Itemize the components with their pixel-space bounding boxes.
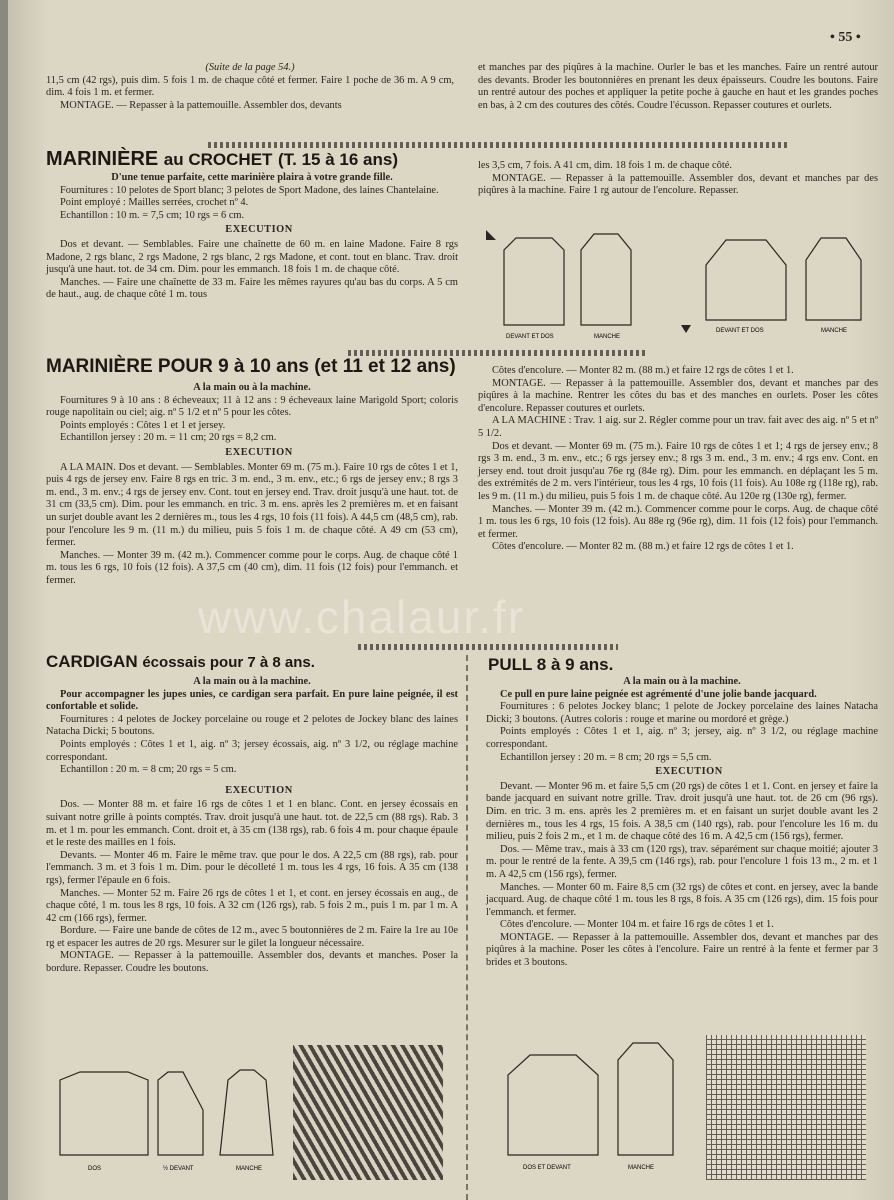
label-devant-dos: DEVANT ET DOS [506,334,554,340]
point: Point employé : Mailles serrées, crochet nº 4. [60,197,249,209]
manche-shape [581,234,631,325]
dos-machine: Dos et devant. — Monter 69 m. (75 m.). Faire 10 rgs de côtes 1 et 1; 4 rgs de jersey env.; 8 rgs 3 m. end., 3 m. env., etc.; 6 rgs jersey env.; 8 rgs 3 m. end., 3 m. env.; 4 rgs env. Cont. en jersey end. tout droit jusqu'au 76e rg (84e rg). Dim. pour les emmanch. en déplaçant les 5 m. des extrémités de 2 m. vers l'intérieur, tous les 4 rgs, 10 fois (11 fois). Au 108e rg (118e rg), rab. les 9 m. (11 m.) du milieu, puis 5 fois 1 m. de chaque côté. Au 120e rg (130e rg), fermer. [478,440,878,502]
montage: MONTAGE. — Repasser à la pattemouille. Assembler dos, devant et manches par des piqûres à la machine. Faire 1 rg autour de l'encolure. Repasser. [478,172,878,197]
mariniere-crochet-right [478,160,878,198]
montage: MONTAGE. — Repasser à la pattemouille. Assembler dos, devants et manches. Poser la bordure. Repasser. Coudre les boutons. [46,950,458,975]
echantillon: Echantillon : 20 m. = 8 cm; 20 rgs = 5 cm. [60,764,237,776]
points: Points employés : Côtes 1 et 1 et jersey. [60,419,226,431]
title-part-a: CARDIGAN [46,652,138,671]
label-manche: MANCHE [594,334,621,340]
continuation-left [46,62,454,112]
devant: Devant. — Monter 96 m. et faire 5,5 cm (20 rgs) de côtes 1 et 1. Cont. en jersey et faire la bande jacquard en suivant notre grille. Trav. droit jusqu'à une haut. tot. de 26 cm (96 rgs). Dim. en tric. 3 m. ens. après les 2 premières m. et en faisant un surjet double avant les 2 dernières m., tous les 4 rgs, 15 fois. A 38,5 cm (140 rgs), rab. pour l'encolure les 16 m. du milieu, puis 2 fois 2 m., et 1 m. de chaque côté des 16 m. A 42,5 cm (156 rgs), fermer. [486,780,878,843]
manches: Manches. — Monter 52 m. Faire 26 rgs de côtes 1 et 1, et cont. en jersey écossais en aug., de chaque côté, 1 m. tous les 8 rgs, 10 fois. A 32 cm (126 rgs), rab. 5 fois 2 m., puis 1 m. par 1 m. A 42 cm (166 rgs), fermer. [46,887,458,924]
suite-note: (Suite de la page 54.) [205,62,295,73]
execution-heading: EXECUTION [655,766,723,778]
execution-heading: EXECUTION [225,224,293,236]
page-number: • 55 • [830,30,861,45]
dos: Dos. — Monter 88 m. et faire 16 rgs de côtes 1 et 1 en blanc. Cont. en jersey écossais en suivant notre grille à points comptés. Trav. droit jusqu'à une haut. tot. de 22,5 cm (88 rgs). Rab. 3 m. et 1 m. pour les emmanch. Cont. droit et, à 35 cm (138 rgs), rab. 6 fois 4 m. pour chaque épaule et le reste des mailles en 1 fois. [46,799,458,849]
pull-schema [488,1035,698,1175]
echantillon: Echantillon : 10 m. = 7,5 cm; 10 rgs = 6 cm. [60,209,245,221]
cardigan-schema [48,1060,288,1180]
continuation-right-text: et manches par des piqûres à la machine. Ourler le bas et les manches. Faire un rentré autour des devants. Broder les boutonnières en prenant les deux épaisseurs. Coudre les boutons. Faire un rentré autour des poches et appliquer la petite poche à gauche en haut et les grandes poches en bas, à 2 cm des coutures des côtés. Coudre l'écusson. Repasser coutures et ourlets. [478,62,878,111]
intro: D'une tenue parfaite, cette marinière plaira à votre grande fille. [111,172,393,183]
fournitures: Fournitures : 10 pelotes de Sport blanc; 3 pelotes de Sport Madone, des laines Chantelaine. [60,184,439,196]
devant-dos-shape [504,238,564,325]
continuation-right [478,62,878,112]
watermark: www.chalaur.fr [198,591,526,643]
fournitures: Fournitures : 4 pelotes de Jockey porcelaine ou rouge et 2 pelotes de Jockey blanc des laines Natacha Dicki; 5 boutons. [46,713,458,738]
mariniere-crochet-schema [486,220,881,345]
subtitle: A la main ou à la machine. [193,676,311,687]
cardigan-title [46,652,315,672]
mariniere-9-title: MARINIÈRE POUR 9 à 10 ans (et 11 et 12 ans) [46,356,456,377]
pull-text [486,676,878,970]
magazine-page [8,0,894,1200]
mariniere-9-text [46,382,458,588]
echantillon: Echantillon jersey : 20 m. = 8 cm; 20 rgs = 5,5 cm. [500,751,712,763]
manches-machine: Manches. — Monter 39 m. (42 m.). Commencer comme pour le corps. Aug. de chaque côté 1 m. tous les 6 rgs, 10 fois (12 fois). Au 88e rg (96e rg), dim. 11 fois (12 fois) pour l'emmanch. et fermer. [478,503,878,540]
manches: Manches. — Faire une chaînette de 33 m. Faire les mêmes rayures qu'au bas du corps. A 5 cm de haut., aug. de chaque côté 1 m. tous [46,276,458,301]
manche-shape [220,1070,273,1155]
label-devant: ½ DEVANT [163,1166,194,1172]
title-part-b: écossais pour 7 à 8 ans. [142,654,315,671]
continuation-montage: MONTAGE. — Repasser à la pattemouille. Assembler dos, devants [60,99,342,111]
execution-heading: EXECUTION [225,446,293,458]
title-part-b: au CROCHET [163,150,273,169]
devant-shape [158,1072,203,1155]
manches-cont: les 3,5 cm, 7 fois. A 41 cm, dim. 18 fois 1 m. de chaque côté. [478,160,732,171]
label-devant-dos-2: DEVANT ET DOS [716,328,764,334]
manche-shape [618,1043,673,1155]
intro: Ce pull en pure laine peignée est agrémenté d'une jolie bande jacquard. [500,688,817,700]
points: Points employés : Côtes 1 et 1, aig. nº 3; jersey écossais, aig. nº 3 1/2, ou réglage machine correspondant. [46,738,458,763]
label-manche-2: MANCHE [821,328,848,334]
manche-shape-2 [806,238,861,320]
label-dos-devant: DOS ET DEVANT [523,1165,571,1171]
knit-pattern-swatch [293,1045,443,1180]
triangle-marker [486,230,496,240]
jacquard-grid [706,1035,866,1180]
execution-heading: EXECUTION [225,784,293,796]
cotes-machine: Côtes d'encolure. — Monter 82 m. (88 m.) et faire 12 rgs de côtes 1 et 1. [492,541,794,553]
cardigan-text [46,676,458,976]
devants: Devants. — Monter 46 m. Faire le même trav. que pour le dos. A 22,5 cm (88 rgs), rab. pour l'emmanch. 3 m. et 3 fois 1 m. Dim. pour le décolleté 1 m. tous les 4 rgs, 16 fois. A 35 cm (138 rgs), fermer l'épaule en 6 fois. [46,849,458,886]
dos-devant: Dos et devant. — Semblables. Faire une chaînette de 60 m. en laine Madone. Faire 8 rgs Madone, 2 rgs blanc, 2 rgs Madone, 2 rgs blanc, 2 rgs Madone, et cont. tout en blanc. Trav. droit jusqu'à une haut. tot. de 34 cm. Dim. pour les emmanch. 18 fois 1 m. de chaque côté. [46,238,458,276]
a-la-main: A LA MAIN. Dos et devant. — Semblables. Monter 69 m. (75 m.). Faire 10 rgs de côtes 1 et 1, puis 4 rgs de jersey env. Faire 8 rgs en tric. 3 m. end., 3 m. env., etc.; 6 rgs de jersey env.; 8 rgs 3 m. end., 3 m. env.; 4 rgs de jersey env. Cont. tout en jersey end. Trav. droit jusqu'à une haut. tot. de 31 cm (33,5 cm). Dim. pour les emmanch. en tric. 3 m. ens. après les 2 premières m. et en faisant un surjet double avant les 2 dernières m., tous les 4 rgs, 10 fois (11 fois). A 44,5 cm (48,5 cm), rab. pour l'encolure les 9 m. (11 m.) du milieu, puis 5 fois 1 m. de chaque côté. A 49 cm (53 cm), fermer. [46,461,458,549]
manches: Manches. — Monter 60 m. Faire 8,5 cm (32 rgs) de côtes et cont. en jersey, avec la bande jacquard. Aug. de chaque côté 1 m. tous les 8 rgs, 8 fois. A 35 cm (126 rgs), dim. 15 fois pour l'emmanch. et fermer. [486,881,878,918]
triangle-marker-2 [681,325,691,333]
points: Points employés : Côtes 1 et 1, aig. nº 3; jersey, aig. nº 3 1/2, ou réglage machine correspondant. [486,726,878,750]
title-part-a: MARINIÈRE [46,148,159,170]
mariniere-crochet-text [46,172,458,302]
label-manche: MANCHE [628,1165,655,1171]
subtitle: A la main ou à la machine. [623,676,741,687]
intro: Pour accompagner les jupes unies, ce cardigan sera parfait. En pure laine peignée, il est confortable et solide. [46,688,458,713]
cotes: Côtes d'encolure. — Monter 82 m. (88 m.) et faire 12 rgs de côtes 1 et 1. [492,365,794,376]
label-dos: DOS [88,1166,102,1172]
subtitle: A la main ou à la machine. [193,382,311,393]
a-la-machine: A LA MACHINE : Trav. 1 aig. sur 2. Régler comme pour un trav. fait avec des aig. nº 5 et nº 5 1/2. [478,415,878,439]
fournitures: Fournitures 9 à 10 ans : 8 écheveaux; 11 à 12 ans : 9 écheveaux laine Marigold Sport; coloris rouge napolitain ou ciel; aig. nº 5 1/2 et nº 5 pour les côtes. [46,394,458,419]
vertical-divider [466,655,468,1200]
bordure: Bordure. — Faire une bande de côtes de 12 m., avec 5 boutonnières de 2 m. Faire la 1re au 10e rg et espacer les autres de 20 rgs. Mesurer sur le gilet la longueur nécessaire. [46,925,458,949]
divider [358,644,618,650]
manches: Manches. — Monter 39 m. (42 m.). Commencer comme pour le corps. Aug. de chaque côté 1 m. tous les 6 rgs, 10 fois (12 fois). A 37,5 cm (40 cm), dim. 11 fois (12 fois) pour l'emmanch. et fermer. [46,549,458,586]
fournitures: Fournitures : 6 pelotes Jockey blanc; 1 pelote de Jockey porcelaine des laines Natacha Dicki; 3 boutons. (Autres coloris : rouge et marine ou mordoré et grège.) [486,701,878,725]
devant-dos-shape-2 [706,240,786,320]
montage: MONTAGE. — Repasser à la pattemouille. Assembler dos, devant et manches par des piqûres à la machine. Poser les côtes à l'encolure. Faire un rentré à la fente et fermer par 3 brides et 3 boutons. [486,931,878,969]
title-part-c: (T. 15 à 16 ans) [277,150,398,169]
echantillon: Echantillon jersey : 20 m. = 11 cm; 20 rgs = 8,2 cm. [60,432,277,444]
mariniere-crochet-title [46,148,398,171]
mariniere-9-right [478,365,878,554]
continuation-text: 11,5 cm (42 rgs), puis dim. 5 fois 1 m. de chaque côté et fermer. Faire 1 poche de 36 m. A 9 cm, dim. 4 fois 1 m. et fermer. [46,74,454,99]
dos-devant-shape [508,1055,598,1155]
dos-shape [60,1072,148,1155]
montage: MONTAGE. — Repasser à la pattemouille. Assembler dos, devant et manches par des piqûres à la machine. Rentrer les côtes du bas et des manches en ourlets. Poser les côtes d'encolure. Repasser coutures et ourlets. [478,377,878,414]
dos: Dos. — Même trav., mais à 33 cm (120 rgs), trav. séparément sur chaque moitié; ajouter 3 m. pour le rentré de la fente. A 39,5 cm (146 rgs), rab. pour l'encolure 1 fois 13 m., 2 m. et 1 m. A 42,5 cm (156 rgs), fermer. [486,843,878,880]
pull-title: PULL 8 à 9 ans. [488,655,614,674]
label-manche: MANCHE [236,1166,263,1172]
cotes: Côtes d'encolure. — Monter 104 m. et faire 16 rgs de côtes 1 et 1. [500,919,774,931]
